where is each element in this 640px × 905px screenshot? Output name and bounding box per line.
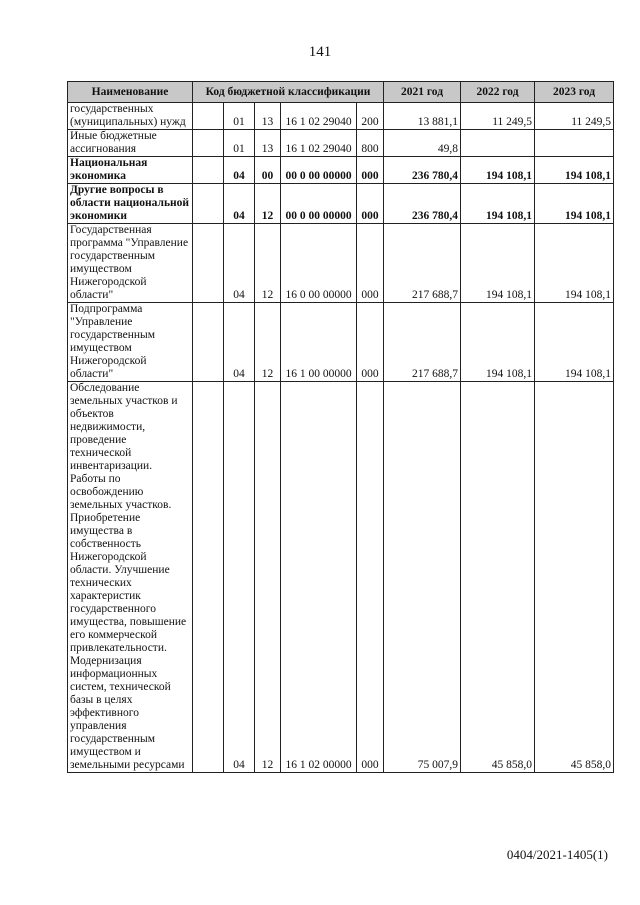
row-section: 01 bbox=[224, 130, 255, 157]
row-target-article: 16 1 00 00000 bbox=[281, 303, 357, 382]
row-expense-type: 000 bbox=[357, 184, 384, 224]
header-2022: 2022 год bbox=[461, 82, 535, 103]
row-subsection: 13 bbox=[255, 103, 281, 130]
row-section: 04 bbox=[224, 382, 255, 773]
row-amount-2023: 194 108,1 bbox=[535, 303, 614, 382]
row-expense-type: 000 bbox=[357, 303, 384, 382]
row-subsection: 13 bbox=[255, 130, 281, 157]
row-amount-2023: 194 108,1 bbox=[535, 224, 614, 303]
row-amount-2023: 11 249,5 bbox=[535, 103, 614, 130]
table-row bbox=[68, 184, 614, 224]
row-extra-code bbox=[193, 184, 224, 224]
row-amount-2021: 75 007,9 bbox=[384, 382, 461, 773]
page-number: 141 bbox=[308, 44, 332, 60]
row-amount-2023 bbox=[535, 130, 614, 157]
row-extra-code bbox=[193, 130, 224, 157]
row-target-article: 00 0 00 00000 bbox=[281, 184, 357, 224]
row-name: Иные бюджетные ассигнования bbox=[68, 130, 193, 157]
row-subsection: 12 bbox=[255, 184, 281, 224]
row-amount-2022: 194 108,1 bbox=[461, 184, 535, 224]
row-section: 04 bbox=[224, 303, 255, 382]
row-target-article: 16 0 00 00000 bbox=[281, 224, 357, 303]
row-extra-code bbox=[193, 103, 224, 130]
table-row bbox=[68, 103, 614, 130]
row-expense-type: 800 bbox=[357, 130, 384, 157]
table-row bbox=[68, 157, 614, 184]
header-2021: 2021 год bbox=[384, 82, 461, 103]
row-amount-2022: 11 249,5 bbox=[461, 103, 535, 130]
row-amount-2021: 217 688,7 bbox=[384, 224, 461, 303]
row-expense-type: 000 bbox=[357, 157, 384, 184]
row-expense-type: 000 bbox=[357, 224, 384, 303]
row-section: 04 bbox=[224, 184, 255, 224]
table-row bbox=[68, 382, 614, 773]
row-target-article: 16 1 02 29040 bbox=[281, 103, 357, 130]
row-name: Подпрограмма "Управление государственным имуществом Нижегородской области" bbox=[68, 303, 193, 382]
row-extra-code bbox=[193, 157, 224, 184]
row-amount-2021: 13 881,1 bbox=[384, 103, 461, 130]
row-amount-2023: 45 858,0 bbox=[535, 382, 614, 773]
row-subsection: 12 bbox=[255, 303, 281, 382]
row-section: 01 bbox=[224, 103, 255, 130]
table-row bbox=[68, 130, 614, 157]
row-amount-2022: 194 108,1 bbox=[461, 157, 535, 184]
row-amount-2021: 236 780,4 bbox=[384, 184, 461, 224]
row-amount-2022: 194 108,1 bbox=[461, 224, 535, 303]
row-name: Национальная экономика bbox=[68, 157, 193, 184]
header-name: Наименование bbox=[68, 82, 193, 103]
row-amount-2021: 236 780,4 bbox=[384, 157, 461, 184]
row-target-article: 00 0 00 00000 bbox=[281, 157, 357, 184]
row-amount-2022: 194 108,1 bbox=[461, 303, 535, 382]
row-name: Обследование земельных участков и объектов недвижимости, проведение технической инвентаризации. Работы по освобождению земельных участков. Приобретение имущества в собственность Нижегородской области. Улучшение технических характеристик государственного имущества, повышение его коммерческой привлекательности. Модернизация информационных систем, технической базы в целях эффективного управления государственным имуществом и земельными ресурсами bbox=[68, 382, 193, 773]
budget-table bbox=[67, 81, 614, 773]
table-row bbox=[68, 224, 614, 303]
row-section: 04 bbox=[224, 157, 255, 184]
row-extra-code bbox=[193, 382, 224, 773]
row-subsection: 00 bbox=[255, 157, 281, 184]
document-code: 0404/2021-1405(1) bbox=[506, 847, 608, 862]
header-2023: 2023 год bbox=[535, 82, 614, 103]
row-amount-2022: 45 858,0 bbox=[461, 382, 535, 773]
row-subsection: 12 bbox=[255, 224, 281, 303]
row-section: 04 bbox=[224, 224, 255, 303]
row-amount-2021: 217 688,7 bbox=[384, 303, 461, 382]
row-name: государственных (муниципальных) нужд bbox=[68, 103, 193, 130]
row-amount-2021: 49,8 bbox=[384, 130, 461, 157]
row-expense-type: 000 bbox=[357, 382, 384, 773]
row-target-article: 16 1 02 00000 bbox=[281, 382, 357, 773]
row-expense-type: 200 bbox=[357, 103, 384, 130]
row-target-article: 16 1 02 29040 bbox=[281, 130, 357, 157]
row-amount-2023: 194 108,1 bbox=[535, 184, 614, 224]
row-name: Государственная программа "Управление государственным имуществом Нижегородской области" bbox=[68, 224, 193, 303]
row-amount-2022 bbox=[461, 130, 535, 157]
row-subsection: 12 bbox=[255, 382, 281, 773]
table-row bbox=[68, 303, 614, 382]
row-extra-code bbox=[193, 224, 224, 303]
row-extra-code bbox=[193, 303, 224, 382]
header-code: Код бюджетной классификации bbox=[193, 82, 384, 103]
table-header-row bbox=[68, 82, 614, 103]
row-amount-2023: 194 108,1 bbox=[535, 157, 614, 184]
row-name: Другие вопросы в области национальной экономики bbox=[68, 184, 193, 224]
